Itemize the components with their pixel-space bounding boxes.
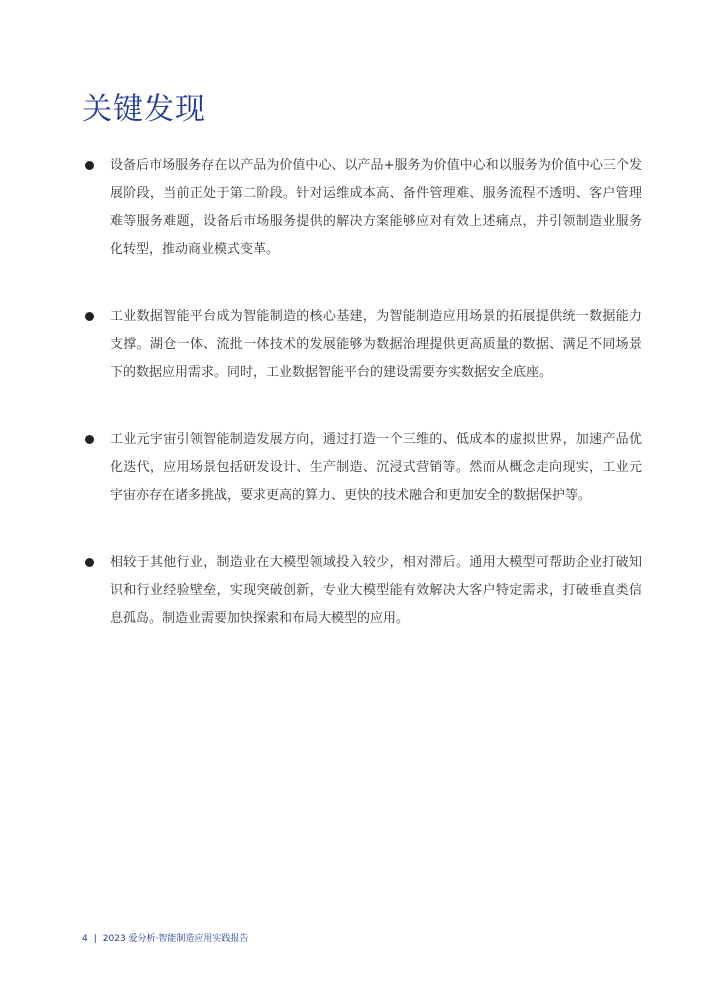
report-title: 2023 爱分析·智能制造应用实践报告 (102, 934, 249, 944)
finding-item-1 (82, 152, 642, 264)
bullet-dot-icon (85, 435, 94, 444)
bullet-dot-icon (85, 558, 94, 567)
finding-text: 工业元宇宙引领智能制造发展方向，通过打造一个三维的、低成本的虚拟世界，加速产品优化迭代，应用场景包括研发设计、生产制造、沉浸式营销等。然而从概念走向现实，工业元宇宙亦存在诸多挑战，要求更高的算力、更快的技术融合和更加安全的数据保护等。 (110, 432, 642, 503)
footer-separator: | (93, 934, 97, 944)
page-title: 关键发现 (82, 92, 206, 127)
bullet-dot-icon (85, 161, 94, 170)
finding-item-2 (82, 303, 642, 387)
finding-text: 工业数据智能平台成为智能制造的核心基建，为智能制造应用场景的拓展提供统一数据能力支撑。湖仓一体、流批一体技术的发展能够为数据治理提供更高质量的数据、满足不同场景下的数据应用需求。同时，工业数据智能平台的建设需要夯实数据安全底座。 (110, 309, 642, 380)
bullet-dot-icon (85, 312, 94, 321)
finding-item-4 (82, 549, 642, 633)
finding-text: 设备后市场服务存在以产品为价值中心、以产品+服务为价值中心和以服务为价值中心三个发展阶段，当前正处于第二阶段。针对运维成本高、备件管理难、服务流程不透明、客户管理难等服务难题，设备后市场服务提供的解决方案能够应对有效上述痛点，并引领制造业服务化转型，推动商业模式变革。 (110, 158, 642, 257)
page-footer (82, 932, 248, 946)
key-findings-list (82, 152, 642, 672)
finding-item-3 (82, 426, 642, 510)
page-number: 4 (82, 934, 88, 944)
finding-text: 相较于其他行业，制造业在大模型领域投入较少，相对滞后。通用大模型可帮助企业打破知识和行业经验壁垒，实现突破创新，专业大模型能有效解决大客户特定需求，打破垂直类信息孤岛。制造业需要加快探索和布局大模型的应用。 (110, 555, 642, 626)
